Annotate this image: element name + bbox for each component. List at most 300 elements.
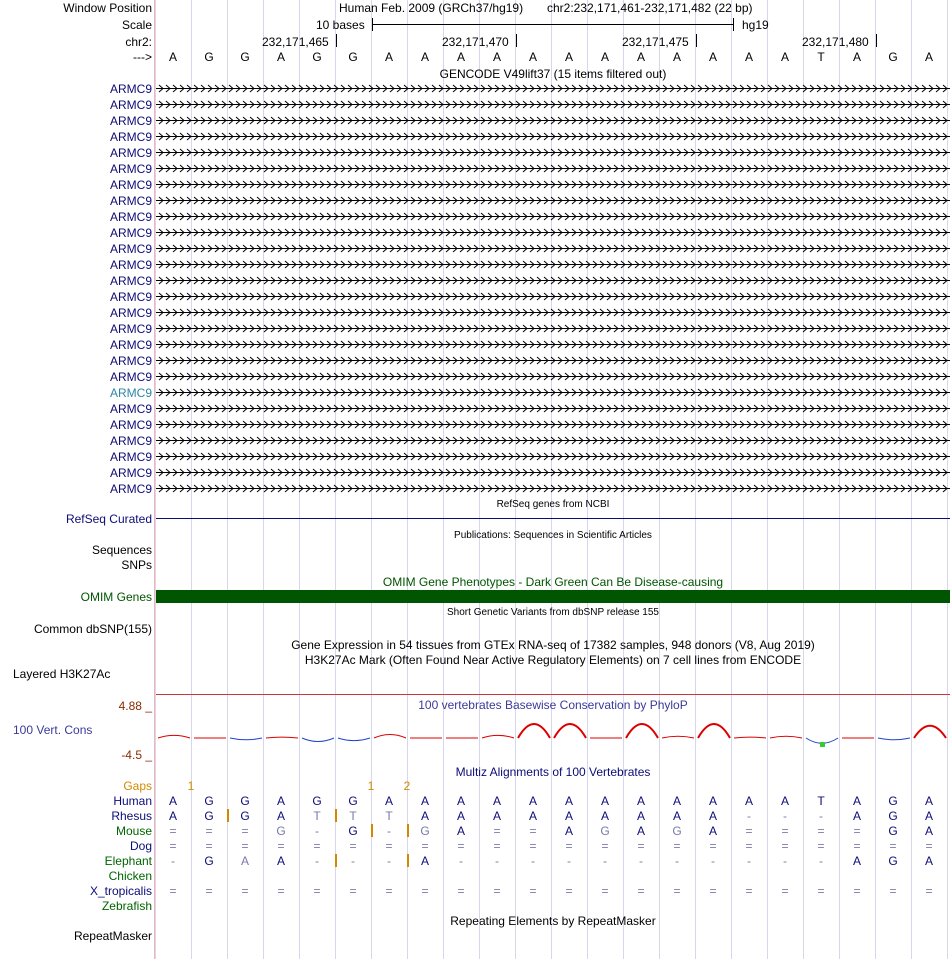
strand-arrows bbox=[156, 324, 950, 334]
phylop-value bbox=[554, 724, 586, 738]
alignment-base: T bbox=[817, 794, 825, 808]
gencode-transcript[interactable] bbox=[156, 340, 950, 350]
strand-arrows bbox=[156, 164, 950, 174]
alignment-base: A bbox=[168, 794, 177, 808]
alignment-base: G bbox=[240, 794, 250, 808]
gencode-transcript[interactable] bbox=[156, 356, 950, 366]
alignment-base: = bbox=[421, 839, 429, 853]
base-letter: A bbox=[744, 50, 753, 64]
alignment-base: = bbox=[709, 884, 717, 898]
gencode-gene-label[interactable]: ARMC9 bbox=[109, 178, 152, 192]
strand-arrows bbox=[156, 100, 950, 110]
base-letter: A bbox=[924, 50, 933, 64]
sequences-label[interactable]: Sequences bbox=[91, 543, 152, 557]
strand-arrows bbox=[156, 116, 950, 126]
gencode-transcript[interactable] bbox=[156, 388, 950, 398]
alignment-base: A bbox=[600, 809, 609, 823]
alignment-base: = bbox=[493, 884, 501, 898]
phylop-marker bbox=[820, 742, 825, 747]
alignment-base: G bbox=[600, 824, 610, 838]
alignment-base: A bbox=[456, 809, 465, 823]
alignment-base: A bbox=[276, 854, 285, 868]
alignment-base: = bbox=[601, 884, 609, 898]
alignment-base: G bbox=[888, 824, 898, 838]
alignment-base: - bbox=[315, 824, 319, 838]
arrow-chevrons bbox=[159, 197, 947, 204]
alignment-base: A bbox=[168, 809, 177, 823]
gencode-transcript[interactable] bbox=[156, 420, 950, 430]
gencode-gene-label[interactable]: ARMC9 bbox=[109, 274, 152, 288]
alignment-base: A bbox=[852, 794, 861, 808]
alignment-base: = bbox=[673, 839, 681, 853]
arrow-chevrons bbox=[159, 181, 947, 188]
gtex-track-title: Gene Expression in 54 tissues from GTEx RNA-seq of 17382 samples, 948 donors (V8, Aug 2019) bbox=[291, 638, 815, 652]
alignment-base: - bbox=[783, 809, 787, 823]
refseq-track-title: RefSeq genes from NCBI bbox=[496, 499, 610, 510]
dbsnp-label[interactable]: Common dbSNP(155) bbox=[33, 622, 152, 636]
base-letter: A bbox=[420, 50, 429, 64]
alignment-base: A bbox=[600, 794, 609, 808]
alignment-base: = bbox=[889, 839, 897, 853]
assembly-title: Human Feb. 2009 (GRCh37/hg19) bbox=[339, 1, 524, 15]
insertion-tick bbox=[371, 824, 373, 837]
gencode-gene-label[interactable]: ARMC9 bbox=[109, 386, 152, 400]
arrow-chevrons bbox=[159, 389, 947, 396]
strand-arrows bbox=[156, 308, 950, 318]
alignment-base: - bbox=[495, 854, 499, 868]
strand-arrows bbox=[156, 468, 950, 478]
phylop-value bbox=[482, 735, 514, 738]
alignment-base: = bbox=[853, 884, 861, 898]
alignment-base: - bbox=[783, 854, 787, 868]
label-divider bbox=[154, 0, 155, 959]
refseq-label[interactable]: RefSeq Curated bbox=[65, 512, 152, 526]
alignment-base: = bbox=[565, 884, 573, 898]
gencode-gene-label[interactable]: ARMC9 bbox=[109, 290, 152, 304]
alignment-base: = bbox=[745, 824, 753, 838]
cons-label[interactable]: 100 Vert. Cons bbox=[13, 723, 93, 737]
grid-line bbox=[839, 0, 840, 959]
position-title: chr2:232,171,461-232,171,482 (22 bp) bbox=[547, 1, 753, 15]
strand-arrows bbox=[156, 404, 950, 414]
arrow-chevrons bbox=[159, 421, 947, 428]
alignment-base: A bbox=[636, 794, 645, 808]
snps-label[interactable]: SNPs bbox=[121, 558, 152, 572]
arrow-chevrons bbox=[159, 325, 947, 332]
tick-mark bbox=[336, 34, 337, 47]
alignment-base: = bbox=[889, 884, 897, 898]
phylop-value bbox=[374, 735, 406, 739]
alignment-base: G bbox=[240, 809, 250, 823]
alignment-base: = bbox=[853, 824, 861, 838]
alignment-base: A bbox=[276, 809, 285, 823]
alignment-base: = bbox=[241, 884, 249, 898]
gencode-transcript[interactable] bbox=[156, 244, 950, 254]
gencode-gene-label[interactable]: ARMC9 bbox=[109, 354, 152, 368]
gencode-gene-label[interactable]: ARMC9 bbox=[109, 82, 152, 96]
alignment-base: = bbox=[241, 839, 249, 853]
phylop-value bbox=[158, 735, 190, 738]
strand-arrows bbox=[156, 340, 950, 350]
grid-line bbox=[623, 0, 624, 959]
species-label[interactable]: Dog bbox=[129, 839, 152, 853]
repeatmasker-label[interactable]: RepeatMasker bbox=[73, 929, 152, 943]
alignment-base: A bbox=[492, 809, 501, 823]
gencode-transcript[interactable] bbox=[156, 180, 950, 190]
h3k27-track-title: H3K27Ac Mark (Often Found Near Active Regulatory Elements) on 7 cell lines from ENCODE bbox=[304, 653, 802, 667]
omim-label[interactable]: OMIM Genes bbox=[80, 590, 152, 604]
grid-line bbox=[731, 0, 732, 959]
tick-mark bbox=[876, 34, 877, 47]
tick-mark bbox=[696, 34, 697, 47]
gencode-transcript[interactable] bbox=[156, 196, 950, 206]
alignment-base: G bbox=[204, 809, 214, 823]
alignment-base: = bbox=[169, 884, 177, 898]
gap-count: 2 bbox=[403, 779, 411, 793]
base-letter: A bbox=[708, 50, 717, 64]
gencode-transcript[interactable] bbox=[156, 228, 950, 238]
gencode-gene-label[interactable]: ARMC9 bbox=[109, 98, 152, 112]
alignment-base: A bbox=[852, 854, 861, 868]
arrow-chevrons bbox=[159, 229, 947, 236]
alignment-base: = bbox=[817, 884, 825, 898]
gencode-gene-label[interactable]: ARMC9 bbox=[109, 402, 152, 416]
gencode-gene-label[interactable]: ARMC9 bbox=[109, 194, 152, 208]
gencode-gene-label[interactable]: ARMC9 bbox=[109, 322, 152, 336]
base-letter: A bbox=[672, 50, 681, 64]
alignment-base: A bbox=[492, 794, 501, 808]
gencode-gene-label[interactable]: ARMC9 bbox=[109, 114, 152, 128]
base-letter: A bbox=[528, 50, 537, 64]
strand-arrows bbox=[156, 436, 950, 446]
insertion-tick bbox=[335, 854, 337, 867]
alignment-base: - bbox=[351, 854, 355, 868]
alignment-base: = bbox=[457, 884, 465, 898]
phylop-value bbox=[302, 738, 334, 742]
gencode-gene-label[interactable]: ARMC9 bbox=[109, 434, 152, 448]
scale-bar-start bbox=[372, 18, 373, 31]
refseq-gene-line[interactable] bbox=[156, 518, 950, 519]
alignment-base: A bbox=[708, 794, 717, 808]
alignment-base: - bbox=[675, 854, 679, 868]
grid-line bbox=[263, 0, 264, 959]
alignment-base: = bbox=[349, 839, 357, 853]
alignment-base: = bbox=[565, 839, 573, 853]
arrow-chevrons bbox=[159, 293, 947, 300]
scale-label: Scale bbox=[121, 18, 152, 32]
alignment-base: G bbox=[348, 794, 358, 808]
alignment-base: = bbox=[313, 839, 321, 853]
alignment-base: G bbox=[672, 824, 682, 838]
alignment-base: = bbox=[817, 839, 825, 853]
scale-db: hg19 bbox=[742, 18, 769, 32]
gencode-transcript[interactable] bbox=[156, 436, 950, 446]
scale-bar bbox=[372, 24, 734, 25]
alignment-base: = bbox=[925, 884, 933, 898]
strand-arrows bbox=[156, 420, 950, 430]
insertion-tick bbox=[407, 824, 409, 837]
base-letter: A bbox=[168, 50, 177, 64]
grid-line bbox=[155, 0, 156, 959]
gencode-gene-label[interactable]: ARMC9 bbox=[109, 482, 152, 496]
species-label[interactable]: Chicken bbox=[108, 869, 152, 883]
alignment-base: A bbox=[672, 809, 681, 823]
strand-arrows bbox=[156, 276, 950, 286]
tick-label: 232,171,465 bbox=[262, 35, 329, 49]
arrow-chevrons bbox=[159, 341, 947, 348]
alignment-base: A bbox=[780, 794, 789, 808]
alignment-base: A bbox=[672, 794, 681, 808]
strand-label: ---> bbox=[133, 50, 152, 64]
alignment-base: - bbox=[387, 824, 391, 838]
alignment-base: = bbox=[817, 824, 825, 838]
phylop-value bbox=[230, 738, 262, 740]
gencode-gene-label[interactable]: ARMC9 bbox=[109, 242, 152, 256]
arrow-chevrons bbox=[159, 149, 947, 156]
dbsnp-track-title: Short Genetic Variants from dbSNP release 155 bbox=[447, 607, 659, 618]
alignment-base: A bbox=[636, 824, 645, 838]
scale-bar-end bbox=[733, 18, 734, 31]
omim-gene-bar[interactable] bbox=[156, 590, 950, 603]
strand-arrows bbox=[156, 484, 950, 494]
phylop-value bbox=[878, 738, 910, 740]
grid-line bbox=[803, 0, 804, 959]
grid-line bbox=[767, 0, 768, 959]
chr-label: chr2: bbox=[125, 35, 152, 49]
arrow-chevrons bbox=[159, 437, 947, 444]
alignment-base: G bbox=[204, 854, 214, 868]
alignment-base: G bbox=[276, 824, 286, 838]
gencode-transcript[interactable] bbox=[156, 132, 950, 142]
arrow-chevrons bbox=[159, 485, 947, 492]
gencode-gene-label[interactable]: ARMC9 bbox=[109, 306, 152, 320]
alignment-base: A bbox=[924, 824, 933, 838]
alignment-base: - bbox=[459, 854, 463, 868]
alignment-base: = bbox=[709, 839, 717, 853]
grid-line bbox=[407, 0, 408, 959]
alignment-base: = bbox=[529, 884, 537, 898]
arrow-chevrons bbox=[159, 261, 947, 268]
tick-mark bbox=[516, 34, 517, 47]
strand-arrows bbox=[156, 356, 950, 366]
gencode-transcript[interactable] bbox=[156, 116, 950, 126]
alignment-base: - bbox=[315, 854, 319, 868]
gencode-transcript[interactable] bbox=[156, 404, 950, 414]
alignment-base: A bbox=[456, 794, 465, 808]
alignment-base: = bbox=[673, 884, 681, 898]
gencode-transcript[interactable] bbox=[156, 468, 950, 478]
alignment-base: - bbox=[747, 854, 751, 868]
grid-line bbox=[659, 0, 660, 959]
gencode-gene-label[interactable]: ARMC9 bbox=[109, 130, 152, 144]
alignment-base: - bbox=[639, 854, 643, 868]
alignment-base: G bbox=[888, 794, 898, 808]
phylop-value bbox=[698, 724, 730, 738]
species-label[interactable]: Mouse bbox=[115, 824, 152, 838]
grid-line bbox=[695, 0, 696, 959]
alignment-base: A bbox=[240, 854, 249, 868]
alignment-base: = bbox=[781, 884, 789, 898]
alignment-base: A bbox=[564, 809, 573, 823]
arrow-chevrons bbox=[159, 133, 947, 140]
gencode-track-title: GENCODE V49lift37 (15 items filtered out) bbox=[439, 67, 667, 81]
arrow-chevrons bbox=[159, 277, 947, 284]
phylop-value bbox=[338, 738, 370, 741]
base-letter: G bbox=[348, 50, 358, 64]
alignment-base: - bbox=[171, 854, 175, 868]
tick-label: 232,171,480 bbox=[802, 35, 869, 49]
insertion-tick bbox=[227, 809, 229, 822]
cons-min-label: -4.5 _ bbox=[121, 748, 152, 762]
alignment-base: = bbox=[853, 839, 861, 853]
alignment-base: A bbox=[276, 794, 285, 808]
arrow-chevrons bbox=[159, 213, 947, 220]
window-position-label: Window Position bbox=[63, 1, 152, 15]
phylop-value bbox=[518, 724, 550, 738]
arrow-chevrons bbox=[159, 245, 947, 252]
base-letter: G bbox=[312, 50, 322, 64]
gencode-transcript[interactable] bbox=[156, 148, 950, 158]
alignment-base: A bbox=[420, 794, 429, 808]
gencode-transcript[interactable] bbox=[156, 260, 950, 270]
alignment-base: = bbox=[529, 824, 537, 838]
phylop-value bbox=[770, 736, 802, 738]
alignment-base: - bbox=[747, 809, 751, 823]
phylop-value bbox=[266, 737, 298, 738]
alignment-base: T bbox=[385, 809, 393, 823]
alignment-base: = bbox=[205, 884, 213, 898]
grid-line bbox=[875, 0, 876, 959]
alignment-base: = bbox=[601, 839, 609, 853]
alignment-base: = bbox=[637, 839, 645, 853]
repeatmasker-track-title: Repeating Elements by RepeatMasker bbox=[450, 914, 656, 928]
arrow-chevrons bbox=[159, 165, 947, 172]
strand-arrows bbox=[156, 292, 950, 302]
alignment-base: G bbox=[312, 794, 322, 808]
grid-line bbox=[911, 0, 912, 959]
gap-count: 1 bbox=[187, 779, 195, 793]
gencode-transcript[interactable] bbox=[156, 324, 950, 334]
alignment-base: = bbox=[745, 884, 753, 898]
phylop-value bbox=[734, 737, 766, 738]
base-letter: A bbox=[384, 50, 393, 64]
alignment-base: = bbox=[205, 824, 213, 838]
gencode-gene-label[interactable]: ARMC9 bbox=[109, 418, 152, 432]
grid-line bbox=[947, 0, 948, 959]
insertion-tick bbox=[335, 809, 337, 822]
base-letter: A bbox=[600, 50, 609, 64]
arrow-chevrons bbox=[159, 469, 947, 476]
tick-label: 232,171,475 bbox=[622, 35, 689, 49]
alignment-base: = bbox=[781, 824, 789, 838]
alignment-base: = bbox=[277, 884, 285, 898]
strand-arrows bbox=[156, 196, 950, 206]
alignment-base: - bbox=[819, 809, 823, 823]
scale-bases: 10 bases bbox=[316, 18, 365, 32]
gencode-transcript[interactable] bbox=[156, 484, 950, 494]
gencode-transcript[interactable] bbox=[156, 372, 950, 382]
alignment-base: - bbox=[387, 854, 391, 868]
base-letter: T bbox=[817, 50, 825, 64]
gencode-transcript[interactable] bbox=[156, 452, 950, 462]
gencode-transcript[interactable] bbox=[156, 84, 950, 94]
strand-arrows bbox=[156, 148, 950, 158]
gencode-gene-label[interactable]: ARMC9 bbox=[109, 338, 152, 352]
alignment-base: A bbox=[924, 854, 933, 868]
grid-line bbox=[551, 0, 552, 959]
phylop-value bbox=[662, 736, 694, 738]
alignment-base: A bbox=[636, 809, 645, 823]
gencode-gene-label[interactable]: ARMC9 bbox=[109, 370, 152, 384]
base-letter: G bbox=[240, 50, 250, 64]
gencode-gene-label[interactable]: ARMC9 bbox=[109, 146, 152, 160]
species-label[interactable]: Rhesus bbox=[111, 809, 152, 823]
gencode-gene-label[interactable]: ARMC9 bbox=[109, 210, 152, 224]
grid-line bbox=[299, 0, 300, 959]
arrow-chevrons bbox=[159, 101, 947, 108]
gencode-transcript[interactable] bbox=[156, 292, 950, 302]
gencode-gene-label[interactable]: ARMC9 bbox=[109, 226, 152, 240]
gencode-gene-label[interactable]: ARMC9 bbox=[109, 162, 152, 176]
alignment-base: - bbox=[603, 854, 607, 868]
gencode-transcript[interactable] bbox=[156, 308, 950, 318]
alignment-base: A bbox=[924, 794, 933, 808]
alignment-base: = bbox=[493, 839, 501, 853]
gencode-transcript[interactable] bbox=[156, 212, 950, 222]
base-letter: A bbox=[852, 50, 861, 64]
phylop-track-title: 100 vertebrates Basewise Conservation by PhyloP bbox=[418, 698, 688, 712]
arrow-chevrons bbox=[159, 357, 947, 364]
alignment-base: = bbox=[421, 884, 429, 898]
gencode-transcript[interactable] bbox=[156, 276, 950, 286]
alignment-base: A bbox=[528, 794, 537, 808]
alignment-base: A bbox=[456, 824, 465, 838]
alignment-base: - bbox=[567, 854, 571, 868]
base-letter: A bbox=[492, 50, 501, 64]
phylop-value bbox=[626, 724, 658, 738]
alignment-base: = bbox=[637, 884, 645, 898]
strand-arrows bbox=[156, 452, 950, 462]
omim-track-title: OMIM Gene Phenotypes - Dark Green Can Be Disease-causing bbox=[382, 575, 724, 589]
species-label[interactable]: X_tropicalis bbox=[89, 884, 152, 898]
alignment-base: A bbox=[528, 809, 537, 823]
base-letter: A bbox=[564, 50, 573, 64]
alignment-base: = bbox=[493, 824, 501, 838]
alignment-base: T bbox=[313, 809, 321, 823]
publications-track-title: Publications: Sequences in Scientific Articles bbox=[454, 530, 652, 541]
base-letter: A bbox=[276, 50, 285, 64]
alignment-base: - bbox=[531, 854, 535, 868]
strand-arrows bbox=[156, 244, 950, 254]
strand-arrows bbox=[156, 84, 950, 94]
gencode-transcript[interactable] bbox=[156, 100, 950, 110]
species-label[interactable]: Elephant bbox=[104, 854, 152, 868]
base-letter: A bbox=[780, 50, 789, 64]
alignment-base: G bbox=[888, 854, 898, 868]
strand-arrows bbox=[156, 132, 950, 142]
gencode-gene-label[interactable]: ARMC9 bbox=[109, 450, 152, 464]
gencode-gene-label[interactable]: ARMC9 bbox=[109, 466, 152, 480]
species-label[interactable]: Human bbox=[113, 794, 152, 808]
strand-arrows bbox=[156, 388, 950, 398]
gencode-transcript[interactable] bbox=[156, 164, 950, 174]
h3k27-label[interactable]: Layered H3K27Ac bbox=[13, 667, 111, 681]
alignment-base: = bbox=[349, 884, 357, 898]
grid-line bbox=[443, 0, 444, 959]
alignment-base: = bbox=[277, 839, 285, 853]
gencode-gene-label[interactable]: ARMC9 bbox=[109, 258, 152, 272]
species-label[interactable]: Zebrafish bbox=[101, 899, 152, 913]
